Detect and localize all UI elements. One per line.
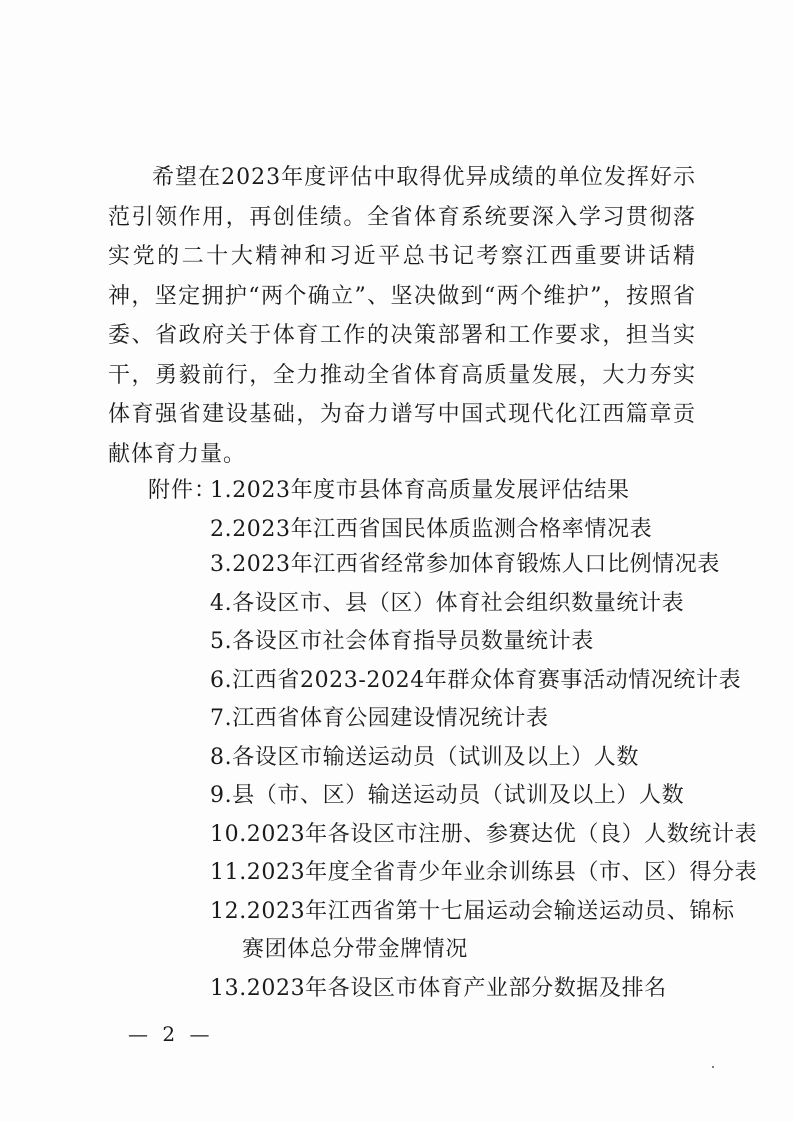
attachment-item-5: 5.各设区市社会体育指导员数量统计表 xyxy=(210,629,594,654)
attachment-item-7: 7.江西省体育公园建设情况统计表 xyxy=(210,706,549,731)
attachment-item-8: 8.各设区市输送运动员（试训及以上）人数 xyxy=(210,745,639,770)
attachment-item-1: 1.2023年度市县体育高质量发展评估结果 xyxy=(210,478,630,503)
page-number: — 2 — xyxy=(128,1022,214,1046)
attachment-item-11: 11.2023年度全省青少年业余训练县（市、区）得分表 xyxy=(210,860,758,885)
attachment-item-4: 4.各设区市、县（区）体育社会组织数量统计表 xyxy=(210,591,685,616)
body-paragraph: 希望在2023年度评估中取得优异成绩的单位发挥好示范引领作用，再创佳绩。全省体育系统要深入学习贯彻落实党的二十大精神和习近平总书记考察江西重要讲话精神，坚定拥护“两个确立”、坚决做到“两个维护”，按照省委、省政府关于体育工作的决策部署和工作要求，担当实干，勇毅前行，全力推动全省体育高质量发展，大力夯实体育强省建设基础，为奋力谱写中国式现代化江西篇章贡献体育力量。 xyxy=(108,165,696,467)
attachment-item-6: 6.江西省2023-2024年群众体育赛事活动情况统计表 xyxy=(210,668,742,693)
attachment-item-2: 2.2023年江西省国民体质监测合格率情况表 xyxy=(210,517,653,542)
attachment-item-10: 10.2023年各设区市注册、参赛达优（良）人数统计表 xyxy=(210,822,758,847)
attachment-item-9: 9.县（市、区）输送运动员（试训及以上）人数 xyxy=(210,783,685,808)
attachment-item-3: 3.2023年江西省经常参加体育锻炼人口比例情况表 xyxy=(210,552,720,577)
attachment-item-12: 12.2023年江西省第十七届运动会输送运动员、锦标 xyxy=(210,899,735,924)
attachment-item-12-continued: 赛团体总分带金牌情况 xyxy=(242,937,469,962)
attachments-label: 附件： xyxy=(148,478,218,503)
scan-speck xyxy=(712,1066,714,1068)
attachment-item-13: 13.2023年各设区市体育产业部分数据及排名 xyxy=(210,976,667,1001)
